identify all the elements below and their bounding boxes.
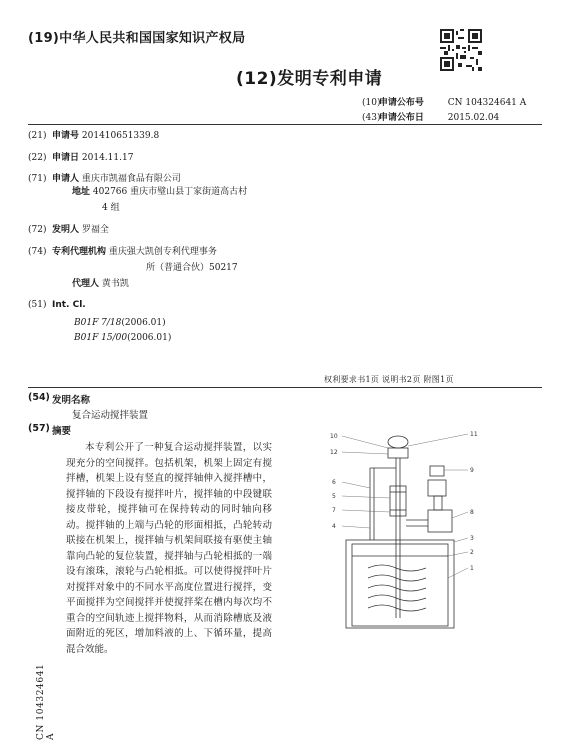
figure-label: 7 xyxy=(332,507,336,514)
figure-label: 9 xyxy=(470,467,474,474)
figure-label: 8 xyxy=(470,509,474,516)
agency-row xyxy=(28,246,217,258)
field-label: 申请公布号 xyxy=(378,98,424,108)
address-line-1: 402766 重庆市璧山县丁家街道高古村 xyxy=(92,187,248,197)
abstract-text: 本专利公开了一种复合运动搅拌装置，以实现充分的空间搅拌。包括机架，机架上固定有搅拌槽，机架上设有竖直的搅拌轴伸入搅拌槽中，搅拌轴的下段设有搅拌叶片，搅拌轴的中段键联接皮带轮，搅拌轴可在保持转动的同时轴向移动。搅拌轴的上端与凸轮的形面相抵，凸轮转动联接在机架上，搅拌轴与机架间联接有驱使主轴靠向凸轮的复位装置，搅拌轴与凸轮相抵的一端设有滚珠，滚轮与凸轮相抵。可以使得搅拌叶片对搅拌对象中的不同水平高度位置进行搅拌，变平面搅拌为空间搅拌并使搅拌桨在槽内每次均不重合的空间轨迹上搅拌物料，从而消除槽底及液面附近的死区，增加料液的上、下循环量，提高混合效能。 xyxy=(66,442,272,655)
publication-number: CN 104324641 A xyxy=(447,98,527,108)
field-label: 发明人 xyxy=(52,225,80,235)
int-cl-row xyxy=(28,299,86,311)
figure-label: 11 xyxy=(470,431,478,438)
publication-date-row xyxy=(362,110,499,123)
address-row xyxy=(72,186,247,198)
office-name: (19)中华人民共和国国家知识产权局 xyxy=(28,31,246,46)
ipc-version: (2006.01) xyxy=(127,333,172,343)
qr-code-icon xyxy=(440,29,482,71)
field-code: (10) xyxy=(362,98,381,108)
applicant-row xyxy=(28,173,181,185)
field-code: (54) xyxy=(28,392,50,403)
abstract-heading xyxy=(28,423,72,437)
figure-label: 6 xyxy=(332,479,336,486)
field-code: (43) xyxy=(362,113,381,123)
invention-title: 复合运动搅拌装置 xyxy=(72,410,149,421)
publication-number-row xyxy=(362,95,526,108)
invention-title-heading xyxy=(28,392,91,406)
application-number-row xyxy=(28,130,160,142)
page-count-info: 权利要求书1页 说明书2页 附图1页 xyxy=(324,375,454,384)
apparatus-drawing xyxy=(330,428,480,630)
field-label: 申请日 xyxy=(52,153,80,163)
figure-label: 4 xyxy=(332,523,336,530)
figure-label: 1 xyxy=(470,565,474,572)
field-label: 申请号 xyxy=(52,131,80,141)
field-label: 地址 xyxy=(72,187,91,197)
agent-row xyxy=(72,278,129,290)
address-line-2: 4 组 xyxy=(102,203,120,213)
field-label: Int. Cl. xyxy=(52,300,86,310)
field-code: (72) xyxy=(28,225,47,235)
field-code: (21) xyxy=(28,131,47,141)
figure-label: 3 xyxy=(470,535,474,542)
agency-name-line-2: 所（普通合伙）50217 xyxy=(146,263,238,273)
application-number: 201410651339.8 xyxy=(81,131,160,141)
section-divider xyxy=(28,387,542,388)
field-label: 摘要 xyxy=(52,426,72,437)
field-label: 申请公布日 xyxy=(378,113,424,123)
ipc-class: B01F 7/18 xyxy=(74,318,122,328)
field-code: (51) xyxy=(28,300,47,310)
header-divider xyxy=(28,124,542,125)
agency-name-line-1: 重庆强大凯创专利代理事务 xyxy=(108,247,217,257)
figure-label: 2 xyxy=(470,549,474,556)
ipc-version: (2006.01) xyxy=(121,318,166,328)
publication-date: 2015.02.04 xyxy=(447,113,500,123)
field-code: (57) xyxy=(28,423,50,434)
field-code: (74) xyxy=(28,247,47,257)
inventor-name: 罗福全 xyxy=(81,225,109,235)
field-label: 专利代理机构 xyxy=(52,247,107,257)
agent-name: 黄书凯 xyxy=(101,279,129,289)
inventor-row xyxy=(28,224,109,236)
figure-label: 12 xyxy=(330,449,338,456)
ipc-class: B01F 15/00 xyxy=(74,333,128,343)
field-label: 发明名称 xyxy=(52,395,91,406)
field-code: (22) xyxy=(28,153,47,163)
ipc-class-row xyxy=(74,333,171,343)
ipc-class-row xyxy=(74,318,166,328)
field-code: (71) xyxy=(28,174,47,184)
side-publication-number: CN 104324641 A xyxy=(36,663,56,740)
figure-label: 5 xyxy=(332,493,336,500)
application-date: 2014.11.17 xyxy=(81,153,134,163)
field-label: 申请人 xyxy=(52,174,80,184)
application-date-row xyxy=(28,152,134,164)
document-type: (12)发明专利申请 xyxy=(236,69,383,89)
figure-label: 10 xyxy=(330,433,338,440)
applicant-name: 重庆市凯福食品有限公司 xyxy=(81,174,181,184)
field-label: 代理人 xyxy=(72,279,100,289)
